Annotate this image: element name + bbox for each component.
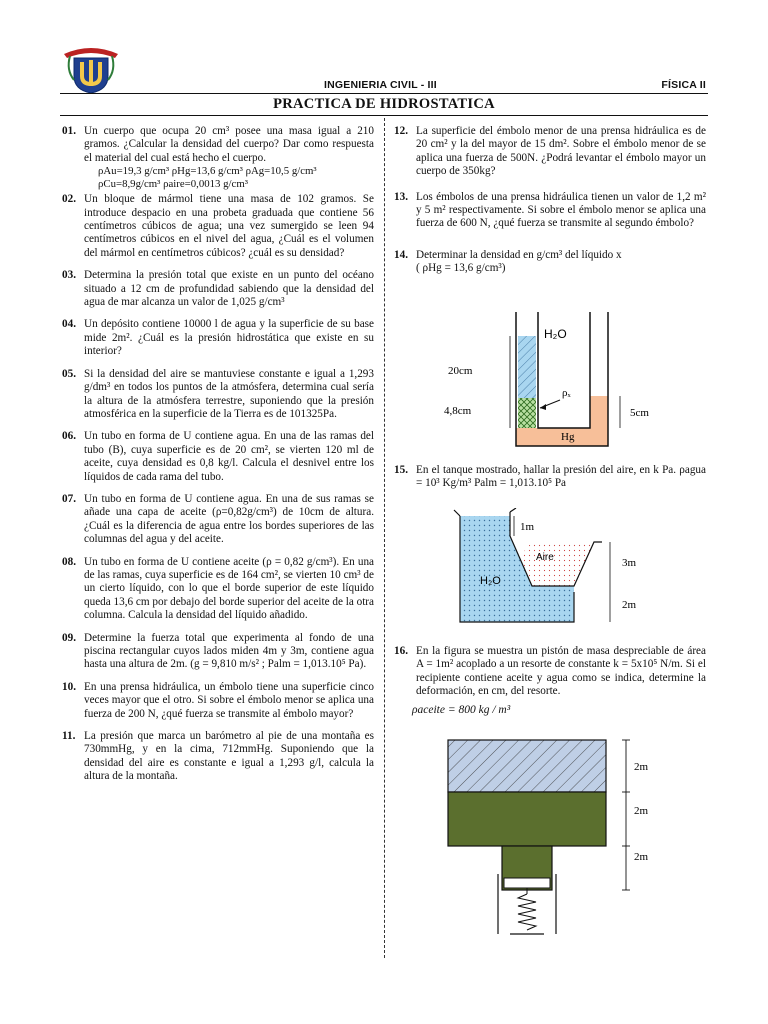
problem-text: Un depósito contiene 10000 l de agua y la superficie de su base mide 2m². ¿Cuál es la presión hidrostática que existe en su interior? (84, 318, 374, 358)
problem-text: Un cuerpo que ocupa 20 cm³ posee una masa igual a 210 gramos. ¿Calcular la densidad del cuerpo? Dar como respuesta el material del cual está hecho el cuerpo. (84, 125, 374, 164)
figure-15-tank (452, 508, 662, 626)
problem-text: En el tanque mostrado, hallar la presión del aire, en k Pa. ρagua = 10³ Kg/m³ Palm = 1,013.10⁵ Pa (416, 464, 706, 490)
problem-given: ( ρHg = 13,6 g/cm³) (416, 262, 506, 275)
problem-15: 15. En el tanque mostrado, hallar la presión del aire, en k Pa. ρagua = 10³ Kg/m³ Palm = 1,013.10⁵ Pa (394, 464, 706, 490)
problem-08: 08. Un tubo en forma de U contiene aceite (ρ = 0,82 g/cm³). En una de las ramas, cuya superficie es de 164 cm², se vierten 10 cm³ de un cierto líquido, con lo que el borde superior de este líquido queda 13,6 cm por debajo del borde superior del aceite de la otra columna. Calcula la densidad del líquido añadido. (62, 555, 374, 622)
water-column (518, 336, 536, 398)
label-2m-mid: 2m (634, 805, 649, 817)
problem-03: 03. Determina la presión total que existe en un punto del océano situado a 12 cm de profundidad sabiendo que la densidad del agua de mar alcanza un valor de 1,025 g/cm³ (62, 269, 374, 309)
page-title: PRACTICA DE HIDROSTATICA (273, 96, 495, 112)
header-rule-top (60, 93, 708, 94)
label-water: H₂O (480, 575, 501, 587)
label-4-8cm: 4,8cm (444, 405, 472, 417)
figure-16-piston (444, 738, 674, 938)
problem-14: 14. Determinar la densidad en g/cm³ del líquido x ( ρHg = 13,6 g/cm³) (394, 248, 622, 275)
problem-text: Si la densidad del aire se mantuviese constante e igual a 1,293 g/dm³ en todos los puntos de la atmósfera, determina cual sería la altura de la atmósfera terrestre, suponiendo que la presión atmosférica en la superficie de la Tierra es de 101325Pa. (84, 367, 374, 420)
problem-text: Determina la presión total que existe en un punto del océano situado a 12 cm de profundidad sabiendo que la densidad del agua de mar alcanza un valor de 1,025 g/cm³ (84, 269, 374, 309)
column-divider (384, 118, 385, 958)
air-pocket (520, 542, 594, 586)
problem-02: 02. Un bloque de mármol tiene una masa de 102 gramos. Se introduce despacio en una probeta graduada que contiene 56 centímetros cúbicos de agua; una vez sumergido se leen 94 centímetros cúbicos en el nivel del agua, ¿Cuál es el volumen del mármol en centímetros cúbicos? ¿cuál es su densidad? (62, 193, 374, 259)
mercury-fill-right (590, 396, 608, 428)
problem-10: 10. En una prensa hidráulica, un émbolo tiene una superficie cinco veces mayor que el otro. Si sobre el émbolo menor se aplica una fuerza de 200 N, ¿qué fuerza se transmite al émbolo mayor? (62, 680, 374, 720)
label-2m: 2m (622, 599, 637, 611)
label-mercury: Hg (561, 431, 575, 443)
oil-density-equation: ρaceite = 800 kg / m³ (412, 703, 511, 716)
problem-11: 11. La presión que marca un barómetro al pie de una montaña es 730mmHg, y en la cima, 712mmHg. Suponiendo que la densidad del aire es constante e igual a 1,293 g/l, calcula la altura de la montaña. (62, 730, 374, 783)
figure-14-manometer (440, 312, 670, 452)
problem-text: La superficie del émbolo menor de una prensa hidráulica es de 20 cm² y la del mayor de 15 dm². Sobre el émbolo menor de se aplica una fuerza de 500N. ¿Podrá levantar el émbolo mayor un cuerpo de 350kg? (416, 125, 706, 178)
university-logo-icon (60, 44, 122, 94)
left-column (62, 125, 374, 793)
right-column-mid (394, 464, 706, 500)
spring-icon (518, 894, 536, 930)
problem-text: En una prensa hidráulica, un émbolo tiene una superficie cinco veces mayor que el otro. Si sobre el émbolo menor se aplica una fuerza de 200 N, ¿qué fuerza se transmite al émbolo mayor? (84, 680, 374, 720)
right-column-lower (394, 645, 706, 717)
problem-04: 04. Un depósito contiene 10000 l de agua y la superficie de su base mide 2m². ¿Cuál es la presión hidrostática que existe en su interior? (62, 318, 374, 358)
density-line: ρAu=19,3 g/cm³ ρHg=13,6 g/cm³ ρAg=10,5 g/cm³ (98, 165, 317, 178)
problem-13: 13. Los émbolos de una prensa hidráulica tienen un valor de 1,2 m² y 5 m² respectivamente. Si sobre el émbolo menor se aplica una fuerza de 600 N, ¿qué fuerza se transmite al segundo émbolo? (394, 190, 706, 230)
label-1m: 1m (520, 521, 535, 533)
top-chamber (448, 740, 606, 792)
liquid-x-column (518, 398, 536, 428)
oil-layer (448, 792, 606, 846)
problem-text: Un tubo en forma de U contiene agua. En una de sus ramas se añade una capa de aceite (ρ=0,82g/cm³) de 10cm de altura. ¿Cuál es la diferencia de agua entre los bordes superiores de las columnas del agua y del aceite. (84, 492, 374, 546)
header-rule-bottom (60, 115, 708, 116)
problem-text: Un tubo en forma de U contiene aceite (ρ = 0,82 g/cm³). En una de las ramas, cuya superficie es de 164 cm², se vierten 10 cm³ de un cierto líquido, con lo que el borde superior de este líquido queda 13,6 cm por debajo del borde superior del aceite de la otra columna. Calcula la densidad del líquido añadido. (84, 555, 374, 622)
label-2m-top: 2m (634, 761, 649, 773)
label-2m-bottom: 2m (634, 851, 649, 863)
problem-text: En la figura se muestra un pistón de masa despreciable de área A = 1m² acoplado a un resorte de constante k = 5x10⁵ N/m. Si el recipiente contiene aceite y agua como se indica, determine la deformación, en cm, del resorte. (416, 645, 706, 698)
course-label: INGENIERIA CIVIL - III (324, 79, 437, 91)
subject-label: FÍSICA II (661, 79, 706, 91)
problem-07: 07. Un tubo en forma de U contiene agua. En una de sus ramas se añade una capa de aceite (ρ=0,82g/cm³) de 10cm de altura. ¿Cuál es la diferencia de agua entre los bordes superiores de las columnas del agua y del aceite. (62, 492, 374, 546)
label-liquid-x: ρₓ (562, 387, 571, 399)
right-column (394, 125, 706, 285)
label-20cm: 20cm (448, 365, 473, 377)
label-5cm: 5cm (630, 407, 649, 419)
density-table (62, 165, 374, 191)
problem-06: 06. Un tubo en forma de U contiene agua. En una de las ramas del tubo (B), cuya superficie es de 20 cm², se vierten 120 ml de aceite, cuya densidad es 0,8 kg/l. Calcula el desnivel entre los líquidos de cada rama del tubo. (62, 430, 374, 483)
problem-text: Un bloque de mármol tiene una masa de 102 gramos. Se introduce despacio en una probeta graduada que contiene 56 centímetros cúbicos de agua; una vez sumergido se leen 94 centímetros cúbicos en el nivel del agua, ¿Cuál es el volumen del mármol en centímetros cúbicos? ¿cuál es su densidad? (84, 193, 374, 259)
label-air: Aire (536, 552, 554, 563)
problem-text: Un tubo en forma de U contiene agua. En una de las ramas del tubo (B), cuya superficie es de 20 cm², se vierten 120 ml de aceite, cuya densidad es 0,8 kg/l. Calcula el desnivel entre los líquidos de cada rama del tubo. (84, 430, 374, 483)
problem-text: La presión que marca un barómetro al pie de una montaña es 730mmHg, y en la cima, 712mmHg. Suponiendo que la densidad del aire es constante e igual a 1,293 g/l, calcula la altura de la montaña. (84, 730, 374, 783)
problem-09: 09. Determine la fuerza total que experimenta al fondo de una piscina rectangular cuyos lados miden 4m y 3m, contiene agua hasta una altura de 2m. (g = 9,810 m/s² ; Palm = 1,013.10⁵ Pa). (62, 631, 374, 671)
label-3m: 3m (622, 557, 637, 569)
problem-text: Determine la fuerza total que experimenta al fondo de una piscina rectangular cuyos lados miden 4m y 3m, contiene agua hasta una altura de 2m. (g = 9,810 m/s² ; Palm = 1,013.10⁵ Pa). (84, 631, 374, 671)
label-water: H₂O (544, 327, 567, 341)
problem-16: 16. En la figura se muestra un pistón de masa despreciable de área A = 1m² acoplado a un resorte de constante k = 5x10⁵ N/m. Si el recipiente contiene aceite y agua como se indica, determine la deformación, en cm, del resorte. (394, 645, 706, 698)
density-line: ρCu=8,9g/cm³ ρaire=0,0013 g/cm³ (98, 178, 248, 191)
problem-12: 12. La superficie del émbolo menor de una prensa hidráulica es de 20 cm² y la del mayor de 15 dm². Sobre el émbolo menor de se aplica una fuerza de 500N. ¿Podrá levantar el émbolo mayor un cuerpo de 350kg? (394, 125, 706, 178)
problem-text: Determinar la densidad en g/cm³ del líquido x (416, 248, 622, 261)
problem-01: 01. Un cuerpo que ocupa 20 cm³ posee una masa igual a 210 gramos. ¿Calcular la densidad del cuerpo? Dar como respuesta el material del cual está hecho el cuerpo. (62, 125, 374, 164)
problem-05: 05. Si la densidad del aire se mantuviese constante e igual a 1,293 g/dm³ en todos los puntos de la atmósfera, determina cual sería la altura de la atmósfera terrestre, suponiendo que la presión atmosférica en la superficie de la Tierra es de 101325Pa. (62, 367, 374, 420)
problem-text: Los émbolos de una prensa hidráulica tienen un valor de 1,2 m² y 5 m² respectivamente. Si sobre el émbolo menor se aplica una fuerza de 600 N, ¿qué fuerza se transmite al segundo émbolo? (416, 190, 706, 230)
